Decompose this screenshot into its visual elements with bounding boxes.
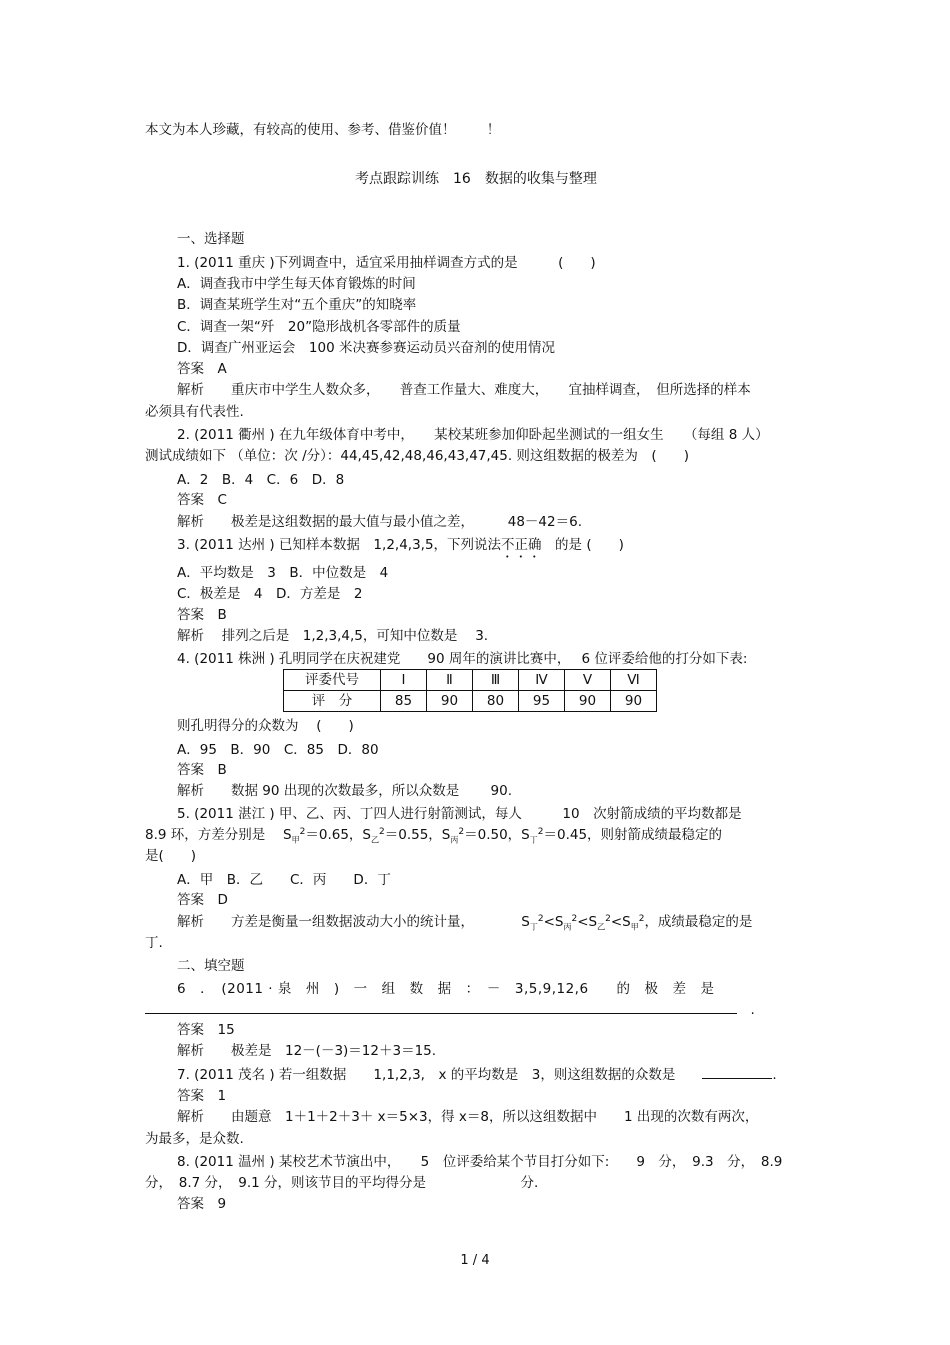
q2-answer: 答案 C	[177, 492, 227, 508]
q7-answer: 答案 1	[177, 1088, 227, 1104]
table-cell: Ⅴ	[565, 670, 611, 691]
table-cell: 评委代号	[284, 670, 381, 691]
q3-analysis: 解析 排列之后是 1,2,3,4,5，可知中位数是 3.	[177, 628, 489, 644]
table-cell: 85	[381, 691, 427, 712]
page-title: 考点跟踪训练 16 数据的收集与整理	[355, 171, 597, 187]
q5-options: A．甲 B．乙 C．丙 D．丁	[177, 872, 391, 888]
q5-answer: 答案 D	[177, 892, 228, 908]
q7-stem: 7. (2011 茂名 ) 若一组数据 1,1,2,3, x 的平均数是 3，则这组数据的众数是 .	[177, 1067, 777, 1083]
q3-options-2: C．极差是 4 D．方差是 2	[177, 586, 363, 602]
q4-stem: 4. (2011 株洲 ) 孔明同学在庆祝建党 90 周年的演讲比赛中， 6 位评委给他的打分如下表:	[177, 651, 748, 667]
q4-answer: 答案 B	[177, 762, 227, 778]
page-number: 1 / 4	[460, 1253, 490, 1268]
q1-option-c: C．调查一架“歼 20”隐形战机各零部件的质量	[177, 319, 461, 335]
section-fill-heading: 二、填空题	[177, 958, 245, 974]
q5-stem-cont: 8.9 环，方差分别是 $S_甲^2=0.65$，$S_乙^2=0.55$，$S_丙^2=0.50$，$S_丁^2=0.45$，则射箭成绩最稳定的	[145, 827, 723, 845]
q4-options: A．95 B．90 C．85 D．80	[177, 742, 379, 758]
q2-options: A．2 B．4 C．6 D．8	[177, 472, 345, 488]
q5-analysis-cont: 丁.	[145, 935, 163, 951]
table-cell: 90	[565, 691, 611, 712]
q1-option-d: D．调查广州亚运会 100 米决赛参赛运动员兴奋剂的使用情况	[177, 340, 555, 356]
table-cell: Ⅵ	[611, 670, 657, 691]
q5-analysis: 解析 方差是衡量一组数据波动大小的统计量， $S_丁^2<S_丙^2<S_乙^2<S_甲^2$，成绩最稳定的是	[177, 914, 753, 932]
emphasis-dots: 不正确	[501, 537, 542, 553]
q2-analysis: 解析 极差是这组数据的最大值与最小值之差， 48－42＝6.	[177, 514, 582, 530]
q6-stem: 6 ． (2011 · 泉 州 ) 一 组 数 据 ： － 3,5,9,12,6 的 极 差 是	[177, 981, 715, 997]
table-cell: Ⅱ	[427, 670, 473, 691]
q6-analysis: 解析 极差是 12－(－3)＝12＋3＝15.	[177, 1043, 437, 1059]
q2-stem-cont: 测试成绩如下 （单位：次 /分）：44,45,42,48,46,43,47,45. 则这组数据的极差为 ( )	[145, 448, 689, 464]
q7-analysis: 解析 由题意 1＋1＋2＋3＋ x＝5×3，得 x＝8，所以这组数据中 1 出现的次数有两次，	[177, 1109, 759, 1125]
q1-stem: 1. (2011 重庆 )下列调查中，适宜采用抽样调查方式的是 ( )	[177, 255, 596, 271]
table-row	[284, 691, 657, 712]
header-note: 本文为本人珍藏，有较高的使用、参考、借鉴价值！ ！	[145, 122, 501, 138]
q2-stem: 2. (2011 衢州 ) 在九年级体育中考中， 某校某班参加仰卧起坐测试的一组女生 （每组 8 人）	[177, 427, 769, 443]
q8-answer: 答案 9	[177, 1196, 227, 1212]
q5-stem: 5. (2011 湛江 ) 甲、乙、丙、丁四人进行射箭测试，每人 10 次射箭成绩的平均数都是	[177, 806, 742, 822]
q1-answer: 答案 A	[177, 361, 227, 377]
q1-option-a: A．调查我市中学生每天体育锻炼的时间	[177, 276, 416, 292]
table-cell: Ⅰ	[381, 670, 427, 691]
q3-stem: 3. (2011 达州 ) 已知样本数据 1,2,4,3,5，下列说法不正确 的是 ( )	[177, 537, 624, 553]
score-table	[283, 669, 657, 712]
q7-analysis-cont: 为最多，是众数.	[145, 1131, 244, 1147]
q1-analysis: 解析 重庆市中学生人数众多， 普查工作量大、难度大， 宜抽样调查， 但所选择的样本	[177, 382, 751, 398]
table-cell: 95	[519, 691, 565, 712]
table-cell: 90	[611, 691, 657, 712]
q4-analysis: 解析 数据 90 出现的次数最多，所以众数是 90.	[177, 783, 513, 799]
section-choice-heading: 一、选择题	[177, 231, 245, 247]
q1-option-b: B．调查某班学生对“五个重庆”的知晓率	[177, 297, 417, 313]
q5-stem-end: 是( )	[145, 848, 197, 864]
q3-options-1: A．平均数是 3 B．中位数是 4	[177, 565, 389, 581]
q8-stem-cont: 分， 8.7 分， 9.1 分，则该节目的平均得分是 分.	[145, 1175, 539, 1191]
table-row	[284, 670, 657, 691]
table-cell: 90	[427, 691, 473, 712]
q1-analysis-cont: 必须具有代表性.	[145, 404, 244, 420]
table-cell: 80	[473, 691, 519, 712]
table-cell: Ⅲ	[473, 670, 519, 691]
q3-answer: 答案 B	[177, 607, 227, 623]
q4-question: 则孔明得分的众数为 ( )	[177, 718, 354, 734]
table-cell: Ⅳ	[519, 670, 565, 691]
q6-answer: 答案 15	[177, 1022, 235, 1038]
q6-blank-line: .	[145, 1001, 755, 1019]
table-cell: 评 分	[284, 691, 381, 712]
q8-stem: 8. (2011 温州 ) 某校艺术节演出中， 5 位评委给某个节目打分如下: 9 分， 9.3 分， 8.9	[177, 1154, 783, 1170]
